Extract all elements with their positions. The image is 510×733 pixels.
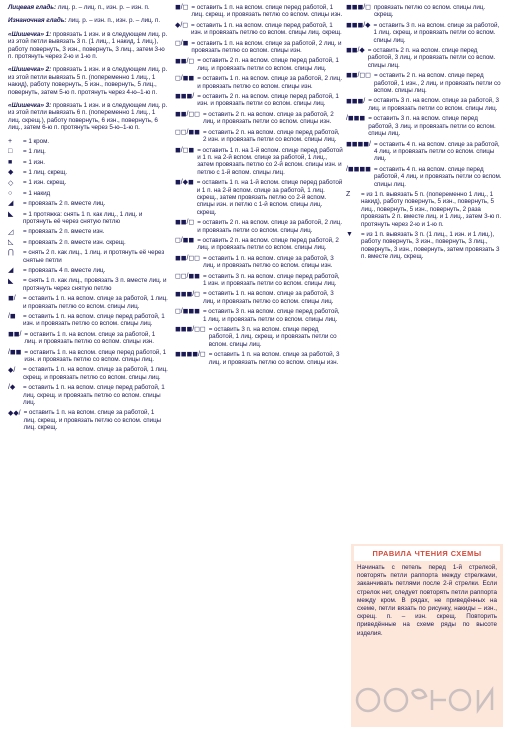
- legend-entry-text: = оставить 1 п. на вспом. спице перед работой, 1 лиц. скрещ. и провязать петлю со вспом. спицы изн.: [191, 4, 343, 19]
- cable-icon-z6: /◼◼◼: [346, 115, 366, 123]
- stitch-description: провязать 1 изн. и в следующем лиц. р. из этой петли вывязать 5 п. (попеременно 1 лиц., 1 накид), работу повернуть, 5 изн., повернуть, 5 лиц., повернуть, затем 5-ю п. протянуть через 4-ю–1-ю п.: [8, 66, 168, 96]
- legend-entry: [175, 326, 343, 348]
- cable-icon-z1: ◼◼◼/◻: [346, 4, 371, 12]
- legend-entry: [346, 72, 504, 94]
- symbol-list-1: [8, 138, 168, 432]
- legend-entry: [175, 290, 343, 305]
- stitch-term: «Шишечка» 1:: [8, 30, 52, 38]
- stitch-description: провязать 1 изн. и в следующем лиц. р. из этой петли вывязать 3 п. (1 лиц., 1 накид, 1 лиц.), работу повернуть, 3 изн., повернуть, 3 лиц., затем 3-ю п. протянуть через 2-ю и 1-ю п.: [8, 30, 168, 61]
- legend-entry: [8, 409, 168, 431]
- legend-entry-text: = оставить 2 п. на вспом. спице за работой, 2 лиц. и провязать петли со вспом. спицы лиц.: [197, 219, 343, 234]
- legend-entry-text: = оставить 1 п. на вспом. спице за работой, 1 лиц. скрещ. и провязать петлю со вспом. спицы лиц. скрещ.: [23, 409, 162, 432]
- legend-entry-text: = 1 протяжка: снять 1 п. как лиц., 1 лиц. и протянуть её через снятую петлю: [23, 210, 143, 225]
- rules-text: Начинать с петель перед 1-й стрелкой, повторять петли раппорта между стрелками, заканчивать петлями после 2-й стрелки. Если стрелок нет, следует повторять петли раппорта между кром. В рядах, не приведённых на схеме, петли вязать по рисунку, накиды – изн., скрещ. п. – изн. скрещ. Повторить приведённые на схеме ряды по высоте изделия.: [357, 564, 497, 637]
- cable-icon-f: /◆: [8, 384, 16, 392]
- cable-icon-l: ◻/◼◼: [175, 75, 195, 83]
- legend-entry: [8, 138, 168, 145]
- cable-icon-w: ◻/◼◼◼: [175, 308, 200, 316]
- stitch-description: лиц. р. – изн. п., изн. р. – лиц. п.: [66, 17, 161, 25]
- legend-entry-text: = из 1 п. вывязать 5 п. (попеременно 1 лиц., 1 накид), работу повернуть, 5 изн., повернуть, 5 лиц., повернуть, 5 изн., повернуть, 2 раза провязать 2 п. вместе лиц. и 1 лиц., затем 3-ю п. протянуть через 2-ю и 1-ю п.: [361, 190, 502, 228]
- legend-entry-text: = оставить 3 п. на вспом. спице перед работой, 1 изн. и провязать петли со вспом. спицы лиц.: [202, 272, 340, 287]
- cable-icon-e: ◆/: [8, 366, 16, 374]
- legend-entry: [8, 366, 168, 381]
- double-wedge-icon: ◣: [8, 277, 14, 285]
- legend-column-1: [8, 4, 168, 435]
- legend-entry-text: = оставить 1 п. на вспом. спице за работой, 1 лиц. и провязать петлю со вспом. спицы изн.: [24, 330, 156, 346]
- legend-entry: [8, 349, 168, 364]
- cable-icon-m: ◼◼◼/: [175, 93, 195, 101]
- legend-entry-text: = оставить 3 п. на вспом. спице за работой, 1 лиц. скрещ. и провязать петли со вспом. спицы лиц.: [373, 21, 500, 44]
- legend-entry: [175, 255, 343, 270]
- stitch-definitions: [8, 4, 168, 132]
- cable-icon-z3: ◼◼/◆: [346, 47, 365, 55]
- legend-entry: [8, 211, 168, 226]
- cable-icon-y: ◼◼◼◼/◻: [175, 351, 206, 359]
- legend-entry: [175, 75, 343, 90]
- cable-icon-r: ◼◼/◻: [175, 219, 195, 227]
- legend-entry-text: = оставить 1 п. на вспом. спице за работой, 2 лиц. и провязать петлю со вспом. спицы изн.: [197, 75, 343, 90]
- legend-entry: [175, 351, 343, 366]
- z-bobble-icon: Z: [346, 191, 351, 199]
- cable-icon-x: ◼◼◼/◻◻: [175, 326, 206, 334]
- legend-entry: [8, 148, 168, 155]
- circle-icon: ○: [8, 189, 13, 197]
- cable-icon-i: ◆/◻: [175, 22, 188, 29]
- cable-icon-z2: ◼◼◼/◆: [346, 22, 371, 29]
- legend-entry-text: = оставить 3 п. на вспом. спице перед работой, 1 лиц. и провязать петли со вспом. спицы лиц.: [202, 308, 340, 323]
- legend-entry: [175, 4, 343, 19]
- cable-icon-z8: /◼◼◼◼: [346, 165, 371, 173]
- legend-entry: [346, 141, 504, 163]
- filled-triangle-left-icon: ◣: [8, 210, 14, 218]
- empty-box-icon: □: [8, 148, 13, 156]
- legend-entry-text: = оставить 3 п. на вспом. спице за работой, 3 лиц. и провязать петли со вспом. спицы лиц.: [368, 97, 499, 112]
- empty-triangle-right-icon: ◿: [8, 228, 14, 236]
- legend-entry: [175, 111, 343, 126]
- legend-entry-text: = оставить 4 п. на вспом. спице перед работой, 4 лиц. и провязать петли со вспом. спицы лиц.: [373, 165, 502, 188]
- legend-entry-text: = оставить 2 п. на вспом. спице перед работой, 2 лиц. и провязать петли со вспом. спицы лиц.: [197, 236, 339, 252]
- cable-icon-n: ◼◼/◻◻: [175, 111, 200, 119]
- legend-entry: [8, 384, 168, 406]
- legend-entry-text: = оставить 2 п. на вспом. спице перед работой, 1 изн., 2 лиц. и провязать петли со вспом. спицы лиц.: [373, 72, 501, 95]
- legend-entry-text: = оставить 1 п. на вспом. спице за работой, 2 лиц. и провязать петлю со вспом. спицы изн.: [191, 39, 342, 55]
- cable-icon-t: ◼◼/◻◻: [175, 254, 200, 262]
- legend-entry-text: = оставить 1 п. на вспом. спице за работой, 1 лиц. скрещ. и провязать петлю со вспом. спицы лиц.: [23, 366, 168, 381]
- stitch-definition: [8, 17, 168, 24]
- legend-entry: [175, 179, 343, 216]
- legend-entry-text: = оставить 1 п. на вспом. спице перед работой, 1 изн. и провязать петлю со вспом. спицы лиц.: [23, 313, 165, 328]
- legend-entry: [175, 147, 343, 177]
- stitch-term: «Шишечка» 2:: [8, 66, 52, 74]
- legend-entry-text: = оставить 1 п. на вспом. спице за работой, 3 лиц. и провязать петлю со вспом. спицы лиц.: [202, 290, 334, 305]
- legend-entry: [346, 4, 504, 19]
- legend-entry: [8, 179, 168, 186]
- cable-icon-a: ◼/: [8, 295, 16, 303]
- rules-title: ПРАВИЛА ЧТЕНИЯ СХЕМЫ: [354, 546, 500, 561]
- legend-entry: [8, 190, 168, 197]
- arch-icon: ⋂: [8, 249, 14, 257]
- legend-entry: [346, 115, 504, 137]
- legend-entry-text: = из 1 п. вывязать 3 п. (1 лиц., 1 изн. и 1 лиц.), работу повернуть, 3 изн., повернуть, 3 лиц., повернуть, 3 изн., повернуть, затем провязать 3 п. вместе лиц. скрещ.: [361, 230, 500, 261]
- cable-icon-d: /◼◼: [8, 348, 22, 356]
- cable-icon-o: ◻◻/◼◼: [175, 128, 200, 136]
- legend-entry: [346, 166, 504, 188]
- legend-entry-text: = провязать 2 п. вместе изн. скрещ.: [23, 238, 126, 246]
- cable-icon-z4: ◼◼/◻◻: [346, 72, 371, 80]
- filled-box-icon: ■: [8, 158, 13, 166]
- symbol-list-3: [346, 4, 504, 261]
- legend-entry-text: = 1 накид: [23, 189, 51, 197]
- cable-icon-p: ◼/◻◼: [175, 146, 195, 154]
- legend-entry-text: = оставить 2 п. на вспом. спице перед работой, 1 лиц. и провязать петли со вспом. спицы лиц.: [197, 57, 339, 72]
- legend-entry-text: провязать петлю со вспом. спицы лиц. скрещ.: [373, 4, 486, 19]
- stitch-definition: [8, 102, 168, 132]
- legend-entry: [346, 191, 504, 228]
- legend-entry: [8, 169, 168, 176]
- legend-entry-text: = оставить 1 п. на вспом. спице перед работой, 1 лиц. скрещ. и провязать петлю со вспом. спицы лиц.: [23, 384, 165, 407]
- cable-icon-z5: ◼◼◼/: [346, 97, 366, 105]
- down-triangle-icon: ▼: [346, 231, 353, 239]
- legend-entry: [346, 47, 504, 69]
- plus-icon: +: [8, 137, 13, 145]
- legend-entry: [175, 129, 343, 144]
- legend-entry-text: = оставить 3 п. на вспом. спице перед работой, 3 лиц. и провязать петли со вспом. спицы лиц.: [368, 115, 496, 138]
- legend-entry-text: = оставить 1 п. на 1-й вспом. спице перед работой и 1 п. на 2-й вспом. спице за работой, 1 лиц. скрещ., затем провязать петлю со 2-й вспом. спицы изн. и петлю с 1-й вспом. спицы лиц. скрещ.: [196, 179, 343, 216]
- cable-icon-u: ◻◻/◼◼: [175, 272, 200, 280]
- empty-triangle-left-icon: ◺: [8, 238, 14, 246]
- legend-entry: [346, 231, 504, 261]
- cable-icon-g: ◆◆/: [8, 409, 21, 417]
- legend-entry: [8, 200, 168, 207]
- stitch-term: «Шишечка» 3:: [8, 102, 52, 110]
- legend-entry-text: = провязать 2 п. вместе лиц.: [23, 200, 106, 208]
- legend-entry-text: = 1 кром.: [23, 137, 50, 145]
- legend-entry-text: = оставить 3 п. на вспом. спице перед работой, 1 лиц. скрещ. и провязать петли со вспом. спицы лиц.: [208, 326, 337, 348]
- stitch-definition: [8, 66, 168, 96]
- legend-entry-text: = оставить 1 п. на вспом. спице за работой, 3 лиц. и провязать петлю со вспом. спицы изн.: [202, 254, 334, 270]
- legend-entry-text: = провязать 2 п. вместе изн.: [23, 228, 105, 236]
- legend-entry: [8, 277, 168, 292]
- legend-entry: [8, 159, 168, 166]
- legend-entry-text: = оставить 1 п. на вспом. спице перед работой, 1 изн. и провязать петлю со вспом. спицы лиц.: [24, 348, 167, 364]
- symbol-list-2: [175, 4, 343, 366]
- legend-entry: [8, 249, 168, 264]
- empty-diamond-icon: ◇: [8, 179, 14, 187]
- stitch-term: Изнаночная гладь:: [8, 17, 67, 25]
- stitch-term: Лицевая гладь:: [8, 4, 56, 11]
- legend-entry-text: = оставить 2 п. на вспом. спице за работой, 2 лиц. и провязать петли со вспом. спицы изн.: [202, 110, 334, 126]
- legend-entry-text: = оставить 2 п. на вспом. спице перед работой, 2 изн. и провязать петли со вспом. спицы лиц.: [202, 128, 340, 144]
- legend-entry-text: = оставить 4 п. на вспом. спице за работой, 4 лиц. и провязать петли со вспом. спицы лиц.: [373, 140, 500, 163]
- filled-triangle-right-icon: ◢: [8, 200, 14, 208]
- legend-entry-text: = 1 лиц. скрещ.: [23, 168, 68, 176]
- cable-icon-s: ◻/◼◼: [175, 237, 195, 245]
- legend-entry: [175, 22, 343, 37]
- cable-icon-z7: ◼◼◼◼/: [346, 140, 371, 148]
- legend-entry-text: = 1 лиц.: [23, 148, 46, 156]
- cable-icon-v: ◼◼◼/◻: [175, 290, 200, 298]
- legend-entry: [8, 267, 168, 274]
- legend-entry: [346, 22, 504, 44]
- legend-entry: [8, 228, 168, 235]
- legend-entry: [175, 219, 343, 234]
- filled-wedge-icon: ◢: [8, 267, 14, 275]
- cable-icon-j: ◻/◼: [175, 39, 189, 47]
- legend-entry: [175, 57, 343, 72]
- legend-entry-text: = снять 2 п. как лиц., 1 лиц. и протянуть её через снятые петли: [23, 249, 165, 264]
- stitch-definition: [8, 31, 168, 61]
- legend-entry-text: = оставить 1 п. на 1-й вспом. спице перед работой и 1 п. на 2-й вспом. спице за работой, 1 лиц., затем провязать петлю со 2-й вспом. спицы изн. и петлю с 1-й вспом. спицы лиц.: [197, 146, 343, 176]
- stitch-definition: [8, 4, 168, 11]
- stitch-description: лиц. р. – лиц. п., изн. р. – изн. п.: [56, 4, 150, 11]
- legend-entry: [175, 40, 343, 55]
- legend-entry: [346, 97, 504, 112]
- legend-entry-text: = 1 изн.: [23, 158, 45, 166]
- legend-entry: [8, 331, 168, 346]
- legend-entry-text: = провязать 4 п. вместе лиц.: [23, 266, 106, 274]
- legend-entry-text: = оставить 1 п. на вспом. спице за работой, 1 лиц. и провязать петлю со вспом. спицы лиц.: [23, 295, 168, 310]
- legend-entry-text: = оставить 1 п. на вспом. спице за работой, 3 лиц. и провязать петлю со вспом. спицы изн.: [208, 351, 340, 366]
- legend-entry: [175, 93, 343, 108]
- cable-icon-b: /◼: [8, 313, 16, 321]
- legend-entry-text: = оставить 1 п. на вспом. спице перед работой, 1 изн. и провязать петлю со вспом. спицы лиц. скрещ.: [191, 21, 342, 37]
- cable-icon-h: ◼/◻: [175, 4, 189, 12]
- legend-entry: [8, 295, 168, 310]
- legend-entry: [8, 239, 168, 246]
- legend-entry-text: = 1 изн. скрещ.: [23, 179, 67, 187]
- legend-entry-text: = оставить 2 п. на вспом. спице перед работой, 1 изн. и провязать петли со вспом. спицы лиц.: [197, 93, 339, 108]
- legend-column-3: [346, 4, 504, 264]
- cable-icon-k: ◼◼/◻: [175, 57, 195, 65]
- legend-entry: [175, 308, 343, 323]
- filled-diamond-icon: ◆: [8, 169, 14, 177]
- stitch-description: провязать 1 изн. и в следующем лиц. р. из этой петли вывязать 6 п. (попеременно 1 лиц., 1 лиц. скрещ.), работу повернуть, 6 изн., повернуть, 6 лиц., затем 6-ю п. протянуть через 5-ю–1-ю п.: [8, 102, 168, 132]
- legend-entry: [175, 273, 343, 288]
- legend-entry-text: = снять 1 п. как лиц., провязать 3 п. вместе лиц. и протянуть через снятую петлю: [23, 277, 167, 292]
- legend-column-2: [175, 4, 343, 369]
- legend-entry-text: = оставить 2 п. на вспом. спице перед работой, 3 лиц. и провязать петли со вспом. спицы лиц.: [367, 47, 496, 69]
- cable-icon-q: ◼/◆◼: [175, 179, 194, 187]
- legend-entry: [8, 313, 168, 328]
- cable-icon-c: ◼◼/: [8, 331, 22, 338]
- legend-entry: [175, 237, 343, 252]
- watermark-logo-icon: [348, 674, 508, 722]
